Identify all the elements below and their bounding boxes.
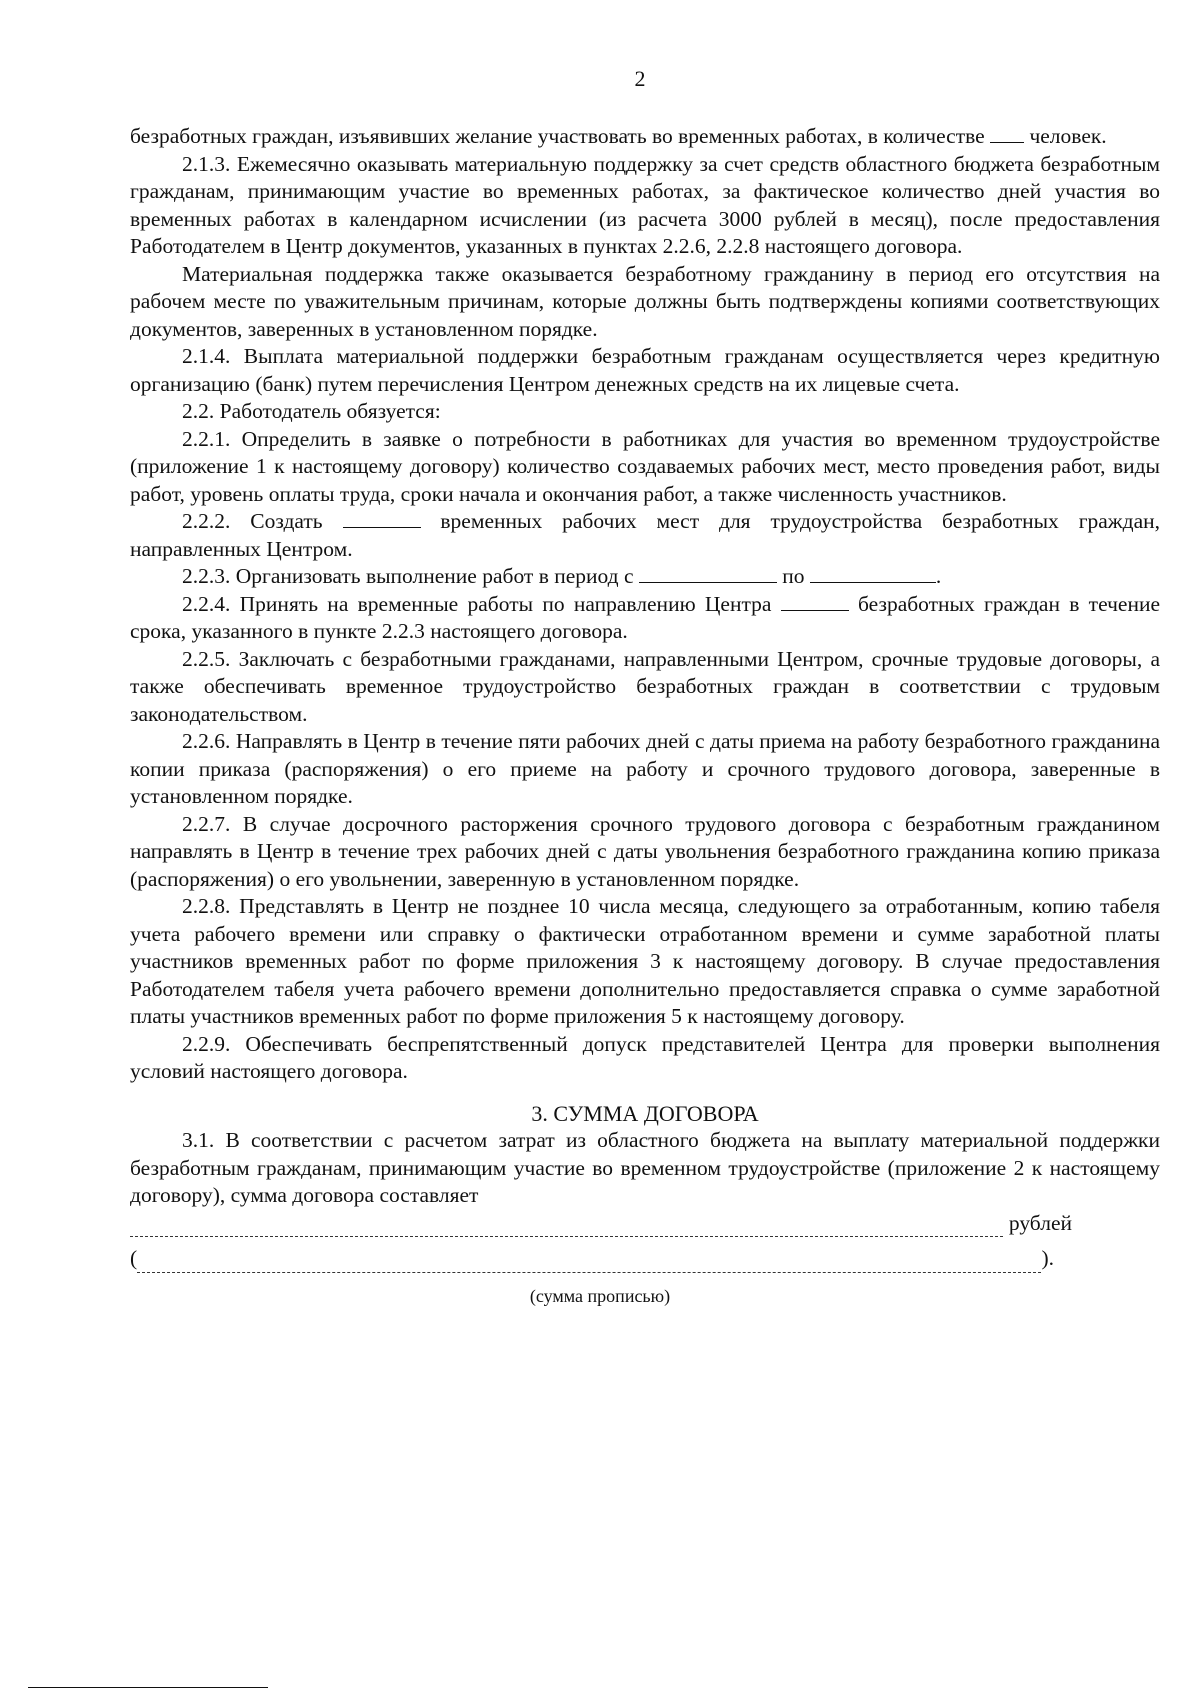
paragraph-2-2-5: 2.2.5. Заключать с безработными гражданами, направленными Центром, срочные трудовые договоры, а также обеспечивать временное трудоустройство безработных граждан в соответствии с трудовым законодательством. <box>130 646 1160 726</box>
paragraph-3-1: 3.1. В соответствии с расчетом затрат из областного бюджета на выплату материальной поддержки безработным гражданам, принимающим участие во временном трудоустройстве (приложение 2 к настоящему договору), сумма договора составляет <box>130 1128 1160 1207</box>
paragraph-text: 2.2.2. Создать <box>182 509 323 533</box>
paragraph-2-2-9: 2.2.9. Обеспечивать беспрепятственный допуск представителей Центра для проверки выполнения условий настоящего договора. <box>130 1031 1160 1083</box>
section-heading: 3. СУММА ДОГОВОРА <box>531 1100 759 1126</box>
paragraph-text: по <box>782 564 805 588</box>
rubles-label: рублей <box>1008 1210 1072 1235</box>
date-to-blank[interactable] <box>810 564 936 583</box>
sum-words-blank[interactable] <box>137 1250 1041 1273</box>
date-from-blank[interactable] <box>639 564 777 583</box>
fill-in-blank[interactable] <box>990 124 1024 143</box>
paragraph-continuation <box>130 123 1160 151</box>
paragraph-2-1-3: 2.1.3. Ежемесячно оказывать материальную поддержку за счет средств областного бюджета безработным гражданам, принимающим участие во временных работах, за фактическое количество дней участия во временных работах в календарном исчислении (из расчета 3000 рублей в месяц), после предоставления Работодателем в Центр документов, указанных в пунктах 2.2.6, 2.2.8 настоящего договора. <box>130 151 1160 258</box>
paragraph-text: человек. <box>1029 124 1107 148</box>
paragraph-2-2-1: 2.2.1. Определить в заявке о потребности в работниках для участия во временном трудоустройстве (приложение 1 к настоящему договору) количество создаваемых рабочих мест, место проведения работ, виды работ, уровень оплаты труда, сроки начала и окончания работ, а также численность участников. <box>130 426 1160 506</box>
sum-figure-blank[interactable] <box>130 1214 1003 1237</box>
sum-figure-line <box>130 1210 1160 1238</box>
paragraph-2-2-3 <box>130 563 1160 591</box>
paragraph-2-2-7: 2.2.7. В случае досрочного расторжения срочного трудового договора с безработным гражданином направлять в Центр в течение трех рабочих дней с даты увольнения безработного гражданина копию приказа (распоряжения) о его увольнении, заверенную в установленном порядке. <box>130 811 1160 891</box>
paragraph-text: безработных граждан в течение срока, указанного в пункте 2.2.3 настоящего договора. <box>130 591 1160 643</box>
fill-in-blank[interactable] <box>781 592 849 611</box>
sum-words-line <box>130 1245 1160 1273</box>
paragraph-text: 2.2.3. Организовать выполнение работ в период с <box>182 564 634 588</box>
paragraph-2-2-6: 2.2.6. Направлять в Центр в течение пяти рабочих дней с даты приема на работу безработного гражданина копии приказа (распоряжения) о его приеме на работу и срочного трудового договора, заверенные в установленном порядке. <box>130 729 1160 808</box>
paragraph-material-support: Материальная поддержка также оказывается безработному гражданину в период его отсутствия на рабочем месте по уважительным причинам, которые должны быть подтверждены копиями соответствующих документов, заверенных в установленном порядке. <box>130 261 1160 341</box>
paragraph-text: безработных граждан, изъявивших желание участвовать во временных работах, в количестве <box>130 124 985 148</box>
paragraph-2-2-2 <box>130 508 1160 563</box>
footnote-rule <box>28 1687 268 1688</box>
paragraph-2-2-8: 2.2.8. Представлять в Центр не позднее 10 числа месяца, следующего за отработанным, копию табеля учета рабочего времени или справку о фактически отработанном времени и сумме заработной платы участников временных работ по форме приложения 3 к настоящему договору. В случае предоставления Работодателем табеля учета рабочего времени дополнительно предоставляется справка о сумме заработной платы участников временных работ по форме приложения 5 к настоящему договору. <box>130 894 1160 1028</box>
fill-in-blank[interactable] <box>343 509 421 528</box>
paragraph-text: временных рабочих мест для трудоустройства безработных граждан, направленных Центром. <box>130 509 1161 561</box>
paren-close: ). <box>1041 1246 1054 1270</box>
paragraph-text: . <box>935 564 942 588</box>
paragraph-text: 2.2.4. Принять на временные работы по направлению Центра <box>182 591 772 616</box>
paragraph-2-1-4: 2.1.4. Выплата материальной поддержки безработным гражданам осуществляется через кредитную организацию (банк) путем перечисления Центром денежных средств на их лицевые счета. <box>130 344 1160 396</box>
document-body <box>130 123 1160 1310</box>
paragraph-2-2: 2.2. Работодатель обязуется: <box>182 399 441 423</box>
page-number: 2 <box>634 66 646 91</box>
sum-caption: (сумма прописью) <box>529 1285 671 1306</box>
paragraph-2-2-4 <box>130 591 1160 646</box>
paren-open: ( <box>130 1246 138 1270</box>
